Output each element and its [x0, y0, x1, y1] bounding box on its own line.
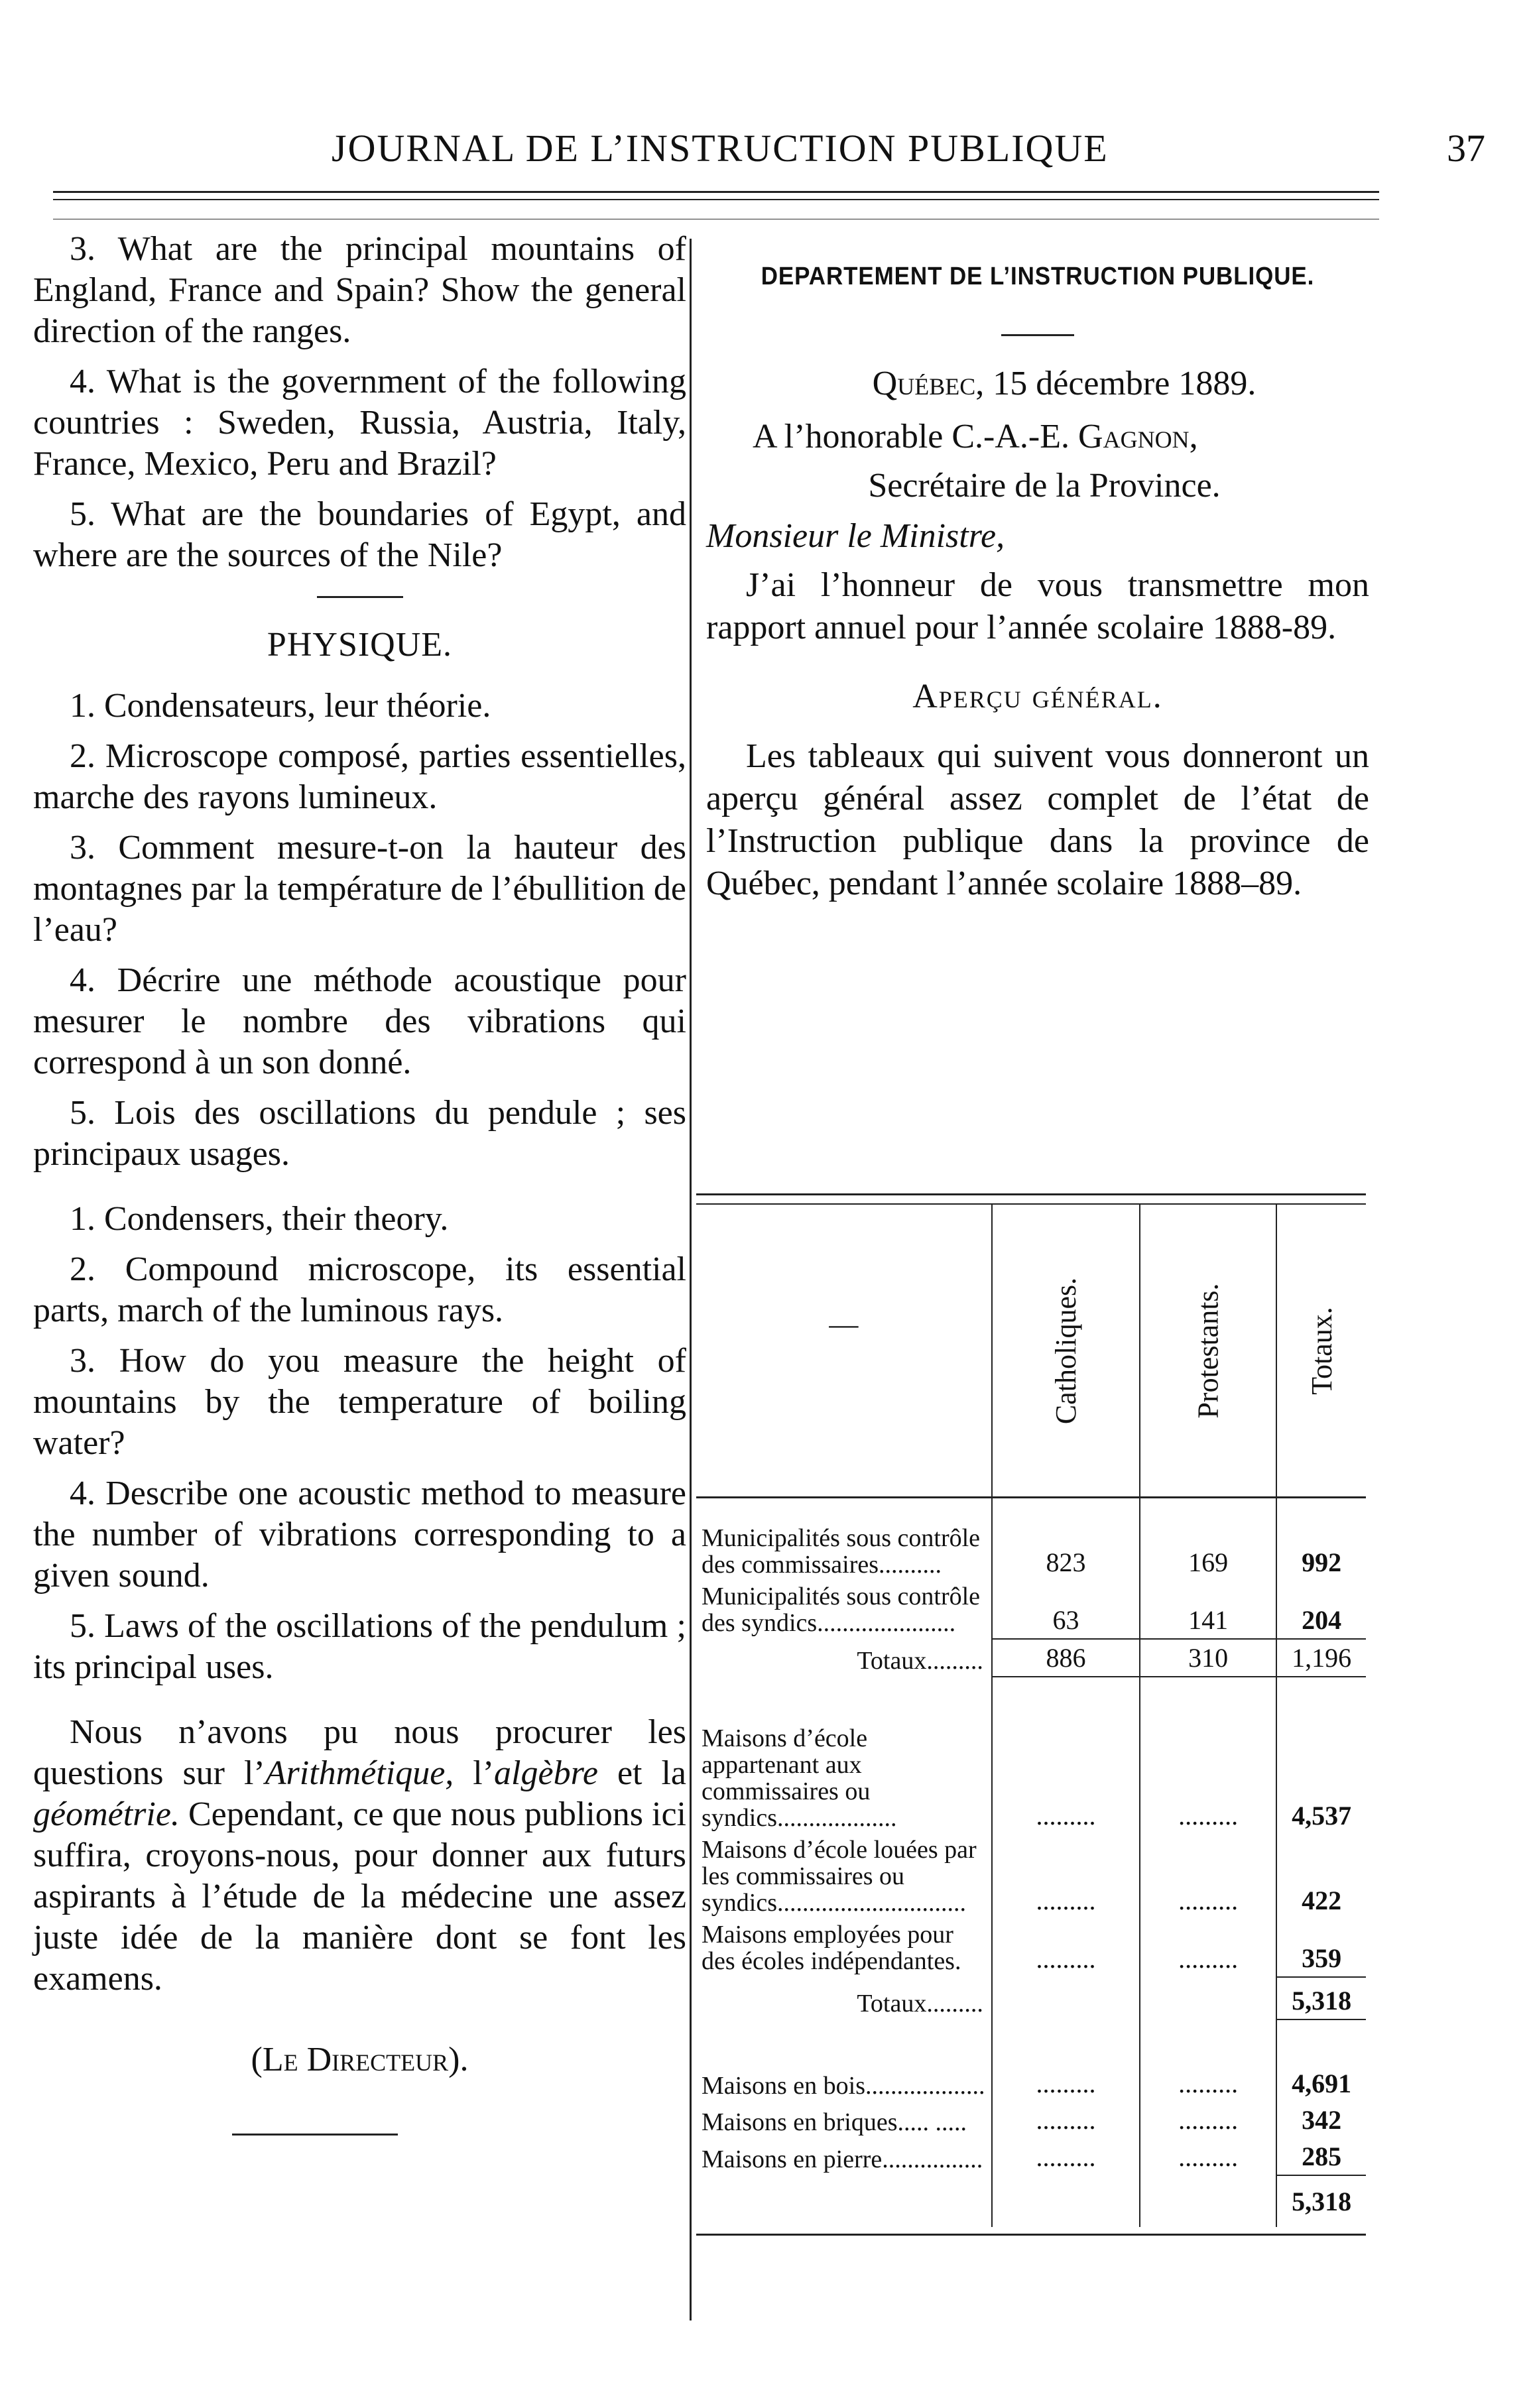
physique-question-fr-1: 1. Condensateurs, leur théorie.: [70, 687, 491, 725]
running-title: JOURNAL DE L’INSTRUCTION PUBLIQUE: [332, 127, 1109, 170]
header-rule: [53, 191, 1379, 193]
cell-protestants: .........: [1140, 1722, 1276, 1834]
addressee: A l’honorable C.-A.-E. Gagnon,: [753, 418, 1198, 455]
physique-question-en-1: 1. Condensers, their theory.: [70, 1200, 449, 1238]
statistics-table: [696, 1193, 1366, 2236]
overview-paragraph: Les tableaux qui suivent vous donneront un aperçu général assez complet de l’état de l’Instruction publique dans la province de Québec, pendant l’année scolaire 1888–89.: [706, 737, 1369, 902]
cell-totaux: 359: [1276, 1919, 1366, 1977]
row-label: Maisons d’école appartenant aux commissaires ou syndics...................: [702, 1724, 897, 1832]
cell-catholiques: .........: [992, 1919, 1140, 1977]
cell-protestants: .........: [1140, 2065, 1276, 2102]
cell-totaux: 285: [1276, 2138, 1366, 2175]
cell-totaux: 422: [1276, 1834, 1366, 1919]
cell-protestants: .........: [1140, 2138, 1276, 2175]
physique-question-fr-3: 3. Comment mesure-t-on la hauteur des montagnes par la température de l’ébullition de l’eau?: [33, 829, 686, 949]
cell-totaux: 342: [1276, 2102, 1366, 2138]
cell-catholiques: .........: [992, 1722, 1140, 1834]
cell-catholiques: [992, 1977, 1140, 2019]
cell-protestants: 169: [1140, 1498, 1276, 1581]
cell-totaux: 4,691: [1276, 2065, 1366, 2102]
col-header-catholiques: Catholiques.: [992, 1205, 1140, 1498]
totals-label: Totaux.........: [857, 1647, 983, 1675]
table-row: [696, 1581, 1366, 1639]
page-number: 37: [1447, 127, 1485, 170]
physique-heading: PHYSIQUE.: [267, 626, 453, 664]
cell-catholiques: .........: [992, 2065, 1140, 2102]
totals-label: Totaux.........: [857, 1990, 983, 2017]
row-label: Municipalités sous contrôle des syndics......................: [702, 1583, 981, 1637]
salutation: Monsieur le Ministre,: [706, 517, 1005, 555]
cell-protestants: .........: [1140, 1834, 1276, 1919]
totals-row: [696, 1977, 1366, 2019]
physique-question-en-5: 5. Laws of the oscillations of the pendulum ; its principal uses.: [33, 1607, 686, 1686]
col-header-totaux: Totaux.: [1276, 1205, 1366, 1498]
row-label: Municipalités sous contrôle des commissaires..........: [702, 1524, 981, 1579]
cell-catholiques: .........: [992, 2138, 1140, 2175]
signature: (Le Directeur).: [251, 2041, 469, 2078]
cell-protestants: .........: [1140, 2102, 1276, 2138]
physique-question-en-3: 3. How do you measure the height of mountains by the temperature of boiling water?: [33, 1342, 686, 1462]
right-column: [706, 229, 1369, 905]
table-row: [696, 1834, 1366, 1919]
cell-protestants: .........: [1140, 1919, 1276, 1977]
left-column: [33, 229, 686, 2136]
cell-totaux: 5,318: [1276, 1977, 1366, 2019]
cell-totaux: 204: [1276, 1581, 1366, 1639]
physique-question-fr-4: 4. Décrire une méthode acoustique pour mesurer le nombre des vibrations qui correspond à un son donné.: [33, 961, 686, 1081]
department-title: DEPARTEMENT DE L’INSTRUCTION PUBLIQUE.: [761, 263, 1315, 290]
column-divider: [690, 239, 692, 2320]
physique-question-fr-5: 5. Lois des oscillations du pendule ; ses principaux usages.: [33, 1094, 686, 1173]
header-rule: [53, 199, 1379, 200]
table-bottom-rule: [696, 2234, 1366, 2236]
row-label: Maisons d’école louées par les commissaires ou syndics..............................: [702, 1836, 977, 1917]
report-paragraph: J’ai l’honneur de vous transmettre mon rapport annuel pour l’année scolaire 1888-89.: [706, 566, 1369, 646]
cell-catholiques: 823: [992, 1498, 1140, 1581]
corner-cell: —: [696, 1205, 992, 1498]
section-divider: [1001, 334, 1074, 336]
geography-question-5: 5. What are the boundaries of Egypt, and where are the sources of the Nile?: [33, 495, 686, 574]
apercu-heading: Aperçu général.: [912, 678, 1163, 715]
table-row: [696, 2065, 1366, 2102]
table-header-row: [696, 1205, 1366, 1498]
physique-question-fr-2: 2. Microscope composé, parties essentielles, marche des rayons lumineux.: [33, 737, 686, 816]
cell-catholiques: 886: [992, 1639, 1140, 1677]
geography-question-4: 4. What is the government of the following countries : Sweden, Russia, Austria, Italy, France, Mexico, Peru and Brazil?: [33, 363, 686, 483]
row-label: Maisons en pierre................: [702, 2145, 983, 2173]
table-row: [696, 2102, 1366, 2138]
spacer-row: [696, 1677, 1366, 1722]
cell-catholiques: [992, 2175, 1140, 2227]
cell-protestants: 310: [1140, 1639, 1276, 1677]
totals-row: [696, 1639, 1366, 1677]
totals-label: [696, 2175, 992, 2227]
row-label: Maisons employées pour des écoles indépendantes.: [702, 1921, 961, 1975]
totals-row: [696, 2175, 1366, 2227]
cell-protestants: 141: [1140, 1581, 1276, 1639]
statistics-grid: [696, 1205, 1366, 2227]
cell-protestants: [1140, 2175, 1276, 2227]
table-row: [696, 1722, 1366, 1834]
table-row: [696, 1498, 1366, 1581]
cell-totaux: 4,537: [1276, 1722, 1366, 1834]
cell-catholiques: 63: [992, 1581, 1140, 1639]
cell-totaux: 1,196: [1276, 1639, 1366, 1677]
table-row: [696, 1919, 1366, 1977]
spacer-row: [696, 2019, 1366, 2065]
cell-totaux: 992: [1276, 1498, 1366, 1581]
cell-catholiques: .........: [992, 2102, 1140, 2138]
physique-question-en-4: 4. Describe one acoustic method to measure the number of vibrations corresponding to a given sound.: [33, 1475, 686, 1595]
place-date: Québec, 15 décembre 1889.: [872, 365, 1256, 402]
physique-question-en-2: 2. Compound microscope, its essential parts, march of the luminous rays.: [33, 1250, 686, 1329]
page-header: [53, 126, 1485, 179]
cell-catholiques: .........: [992, 1834, 1140, 1919]
table-rule: [696, 1193, 1366, 1195]
cell-totaux: 5,318: [1276, 2175, 1366, 2227]
section-divider: [317, 596, 403, 598]
geography-question-3: 3. What are the principal mountains of England, France and Spain? Show the general direction of the ranges.: [33, 230, 686, 350]
editor-note: Nous n’avons pu nous procurer les questions sur l’Arithmétique, l’algèbre et la géométrie. Cependant, ce que nous publions ici suffira, croyons-nous, pour donner aux futurs aspirants à l’étude de la médecine une assez juste idée de la manière dont se font les examens.: [33, 1713, 687, 1998]
row-label: Maisons en bois...................: [702, 2072, 985, 2100]
row-label: Maisons en briques..... .....: [702, 2108, 967, 2136]
addressee-title: Secrétaire de la Province.: [868, 467, 1221, 505]
table-row: [696, 2138, 1366, 2175]
col-header-protestants: Protestants.: [1140, 1205, 1276, 1498]
cell-protestants: [1140, 1977, 1276, 2019]
end-divider: [232, 2134, 398, 2136]
